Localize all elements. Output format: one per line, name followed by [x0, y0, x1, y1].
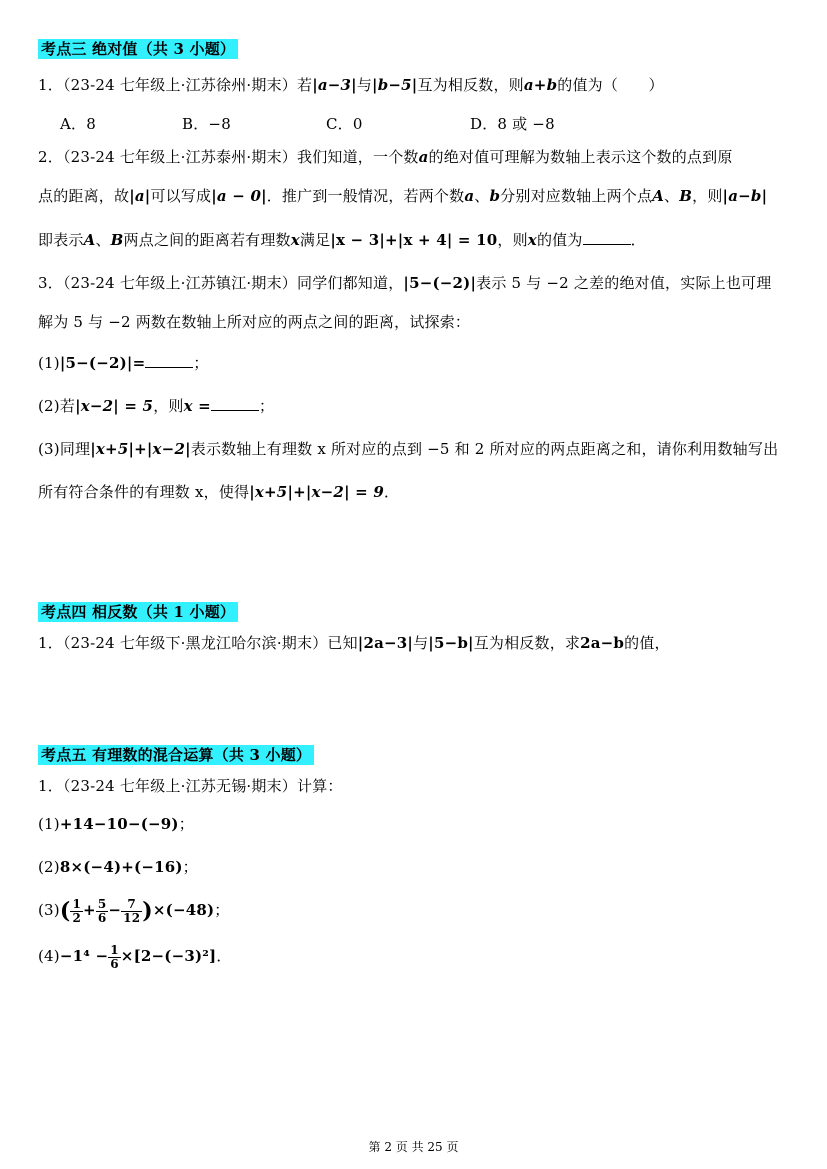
section-heading-mixed-operations: 考点五 有理数的混合运算（共 3 小题）	[38, 746, 314, 764]
question-3-3-part1: (1)|5−(−2)|= ；	[38, 354, 209, 372]
fraction: $\frac{1}{2}$	[72, 896, 82, 925]
question-3-2-line1: 2．（23-24 七年级上·江苏泰州·期末）我们知道，一个数a的绝对值可理解为数轴上表示这个数的点到原	[38, 148, 733, 166]
question-3-1: 1．（23-24 七年级上·江苏徐州·期末）若|a−3|与|b−5|互为相反数，则a+b的值为（ ）	[38, 76, 664, 94]
question-5-1-part4: (4)−1⁴ − $\frac{1}{6}$ ×[2−(−3)²]．	[38, 942, 232, 971]
option-b: B．−8	[182, 115, 231, 133]
question-3-3-part3-line2: 所有符合条件的有理数 x，使得|x+5|+|x−2| = 9．	[38, 483, 400, 501]
fraction: $\frac{1}{6}$	[110, 942, 119, 971]
question-5-1-part1: (1)+14−10−(−9)；	[38, 815, 194, 833]
fraction: $\frac{5}{6}$	[97, 896, 107, 925]
question-3-3-part2: (2)若|x−2| = 5，则x = ；	[38, 397, 275, 415]
option-a: A．8	[60, 115, 96, 133]
question-5-1: 1．（23-24 七年级上·江苏无锡·期末）计算：	[38, 777, 343, 795]
question-5-1-part3: (3)( $\frac{1}{2}$ + $\frac{5}{6}$ − $\frac{7}{12}$ )×(−48)；	[38, 896, 230, 925]
section-heading-opposite-numbers: 考点四 相反数（共 1 小题）	[38, 603, 238, 621]
page-footer: 第 2 页 共 25 页	[368, 1140, 459, 1154]
section-heading-absolute-value: 考点三 绝对值（共 3 小题）	[38, 40, 238, 58]
option-c: C．0	[326, 115, 363, 133]
question-3-3-part3-line1: (3)同理|x+5|+|x−2|表示数轴上有理数 x 所对应的点到 −5 和 2 所对应的两点距离之和，请你利用数轴写出	[38, 440, 779, 458]
question-4-1: 1．（23-24 七年级下·黑龙江哈尔滨·期末）已知|2a−3|与|5−b|互为相反数，求2a−b的值，	[38, 634, 670, 652]
answer-blank	[583, 230, 631, 245]
question-3-2-line3: 即表示A、B两点之间的距离若有理数x满足|x − 3|+|x + 4| = 10，则x的值为 ．	[38, 231, 646, 249]
question-3-3-line1: 3．（23-24 七年级上·江苏镇江·期末）同学们都知道，|5−(−2)|表示 5 与 −2 之差的绝对值，实际上也可理	[38, 274, 772, 292]
option-d: D．8 或 −8	[470, 115, 555, 133]
question-3-2-line2: 点的距离，故|a|可以写成|a − 0|．推广到一般情况，若两个数a、b分别对应数轴上两个点A、B，则|a−b|	[38, 187, 768, 205]
answer-blank	[211, 396, 259, 411]
question-3-3-line2: 解为 5 与 −2 两数在数轴上所对应的两点之间的距离，试探索：	[38, 313, 471, 331]
answer-blank	[145, 353, 193, 368]
fraction: $\frac{7}{12}$	[123, 896, 141, 925]
question-5-1-part2: (2)8×(−4)+(−16)；	[38, 858, 198, 876]
